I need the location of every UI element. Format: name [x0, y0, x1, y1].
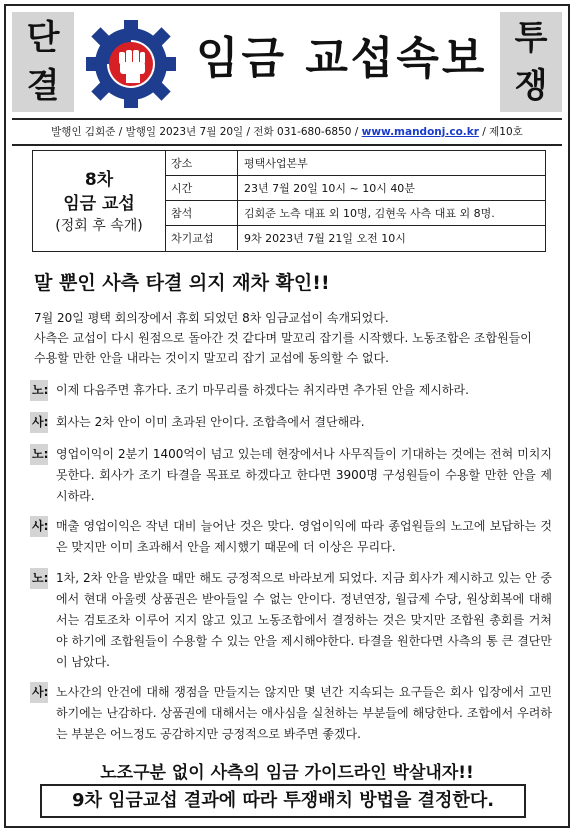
unity-char-1: 단 [26, 18, 60, 58]
detail-key: 시간 [165, 176, 238, 201]
final-banner: 9차 임금교섭 결과에 따라 투쟁배치 방법을 결정한다. [40, 784, 526, 818]
table-row [165, 151, 545, 176]
article-headline: 말 뿐인 사측 타결 의지 재차 확인!! [34, 272, 330, 294]
detail-value: 평택사업본부 [238, 151, 546, 176]
dialogue-item [30, 444, 552, 507]
meeting-summary-box [32, 150, 546, 252]
table-row [165, 176, 545, 201]
publisher-info: 발행인 김회준 / 발행일 2023년 7월 20일 / 전화 031-680-6850 / [51, 126, 362, 138]
speaker-label: 사: [30, 516, 48, 537]
detail-key: 장소 [165, 151, 238, 176]
dialogue-text: 이제 다음주면 휴가다. 조기 마무리를 하겠다는 취지라면 추가된 안을 제시하라. [56, 383, 469, 397]
unity-badge [12, 12, 74, 112]
table-row [165, 201, 545, 226]
speaker-label: 사: [30, 682, 48, 703]
dialogue-item [30, 682, 552, 745]
newsletter-title: 임금 교섭속보 [196, 33, 488, 84]
dialogue-item [30, 568, 552, 673]
detail-value: 김회준 노측 대표 외 10명, 김현욱 사측 대표 외 8명. [238, 201, 546, 226]
speaker-label: 사: [30, 412, 48, 433]
unity-char-2: 결 [26, 66, 60, 106]
dialogue-text: 회사는 2차 안이 이미 초과된 안이다. 조합측에서 결단해라. [56, 415, 365, 429]
website-link[interactable]: www.mandonj.co.kr [361, 126, 479, 138]
dialogue-text: 노사간의 안건에 대해 쟁점을 만들지는 않지만 몇 년간 지속되는 요구들은 회사 입장에서 고민하기에는 난감하다. 상품권에 대해서는 애사심을 실천하는 부분들에 해당한다. 조합에서 우려하는 부분은 어느정도 공감하지만 긍정적으로 봐주면 좋겠다. [56, 685, 552, 741]
speaker-label: 노: [30, 568, 48, 589]
dialogue-item [30, 516, 552, 558]
detail-value: 9차 2023년 7월 21일 오전 10시 [244, 232, 406, 245]
intro-paragraph: 7월 20일 평택 회의장에서 휴회 되었던 8차 임금교섭이 속개되었다. [34, 311, 389, 325]
struggle-badge [500, 12, 562, 112]
newsletter-page [4, 4, 570, 828]
union-fist-gear-logo-icon [84, 18, 178, 110]
struggle-char-2: 쟁 [514, 66, 548, 106]
meeting-title: 임금 교섭 [63, 194, 135, 214]
speaker-label: 노: [30, 380, 48, 401]
dialogue-item [30, 412, 552, 433]
meeting-round: 8차 [84, 170, 114, 190]
detail-value: 23년 7월 20일 10시 ~ 10시 40분 [238, 176, 546, 201]
dialogue-text: 1차, 2차 안을 받았을 때만 해도 긍정적으로 바라보게 되었다. 지금 회사가 제시하고 있는 안 중에서 현대 아울렛 상품권은 받아들일 수 없는 안이다. 정년연장, 월급제 수당, 원상회복에 대해서는 검토조차 이루어 지지 않고 있고 노동조합에서 결정하는 것은 맞지만 조합원 총회를 거쳐야 하기에 조합원들이 수용할 수 있는 안을 제시해야한다. 타결을 원한다면 사측의 통 큰 결단만이 남았다. [56, 571, 552, 669]
meeting-note: (정회 후 속개) [55, 218, 143, 234]
dialogue-item [30, 380, 552, 401]
intro-paragraph: 사측은 교섭이 다시 원점으로 돌아간 것 같다며 말꼬리 잡기를 시작했다. 노동조합은 조합원들이 수용할 만한 안을 내라는 것이지 말꼬리 잡기 교섭에 동의할 수 없다. [34, 331, 532, 365]
meeting-label-cell [33, 151, 166, 251]
slogan: 노조구분 없이 사측의 임금 가이드라인 박살내자!! [100, 763, 474, 783]
article-intro [34, 308, 546, 368]
publication-info-bar [12, 118, 562, 146]
dialogue-text: 매출 영업이익은 작년 대비 늘어난 것은 맞다. 영업이익에 따라 종업원들의 노고에 보답하는 것은 맞지만 이미 초과해서 안을 제시했기 때문에 더 이상은 무리다. [56, 519, 552, 554]
speaker-label: 노: [30, 444, 48, 465]
issue-number: / 제10호 [478, 126, 523, 138]
table-row [165, 226, 545, 251]
struggle-char-1: 투 [514, 18, 548, 58]
detail-key: 참석 [165, 201, 238, 226]
dialogue-text: 영업이익이 2분기 1400억이 넘고 있는데 현장에서나 사무직들이 기대하는 것에는 전혀 미치지 못한다. 회사가 조기 타결을 목표로 하겠다고 한다면 3900명 구성원들이 수용할 만한 안을 제시하라. [56, 447, 552, 503]
meeting-details-table [165, 151, 545, 250]
detail-key: 차기교섭 [165, 226, 238, 251]
